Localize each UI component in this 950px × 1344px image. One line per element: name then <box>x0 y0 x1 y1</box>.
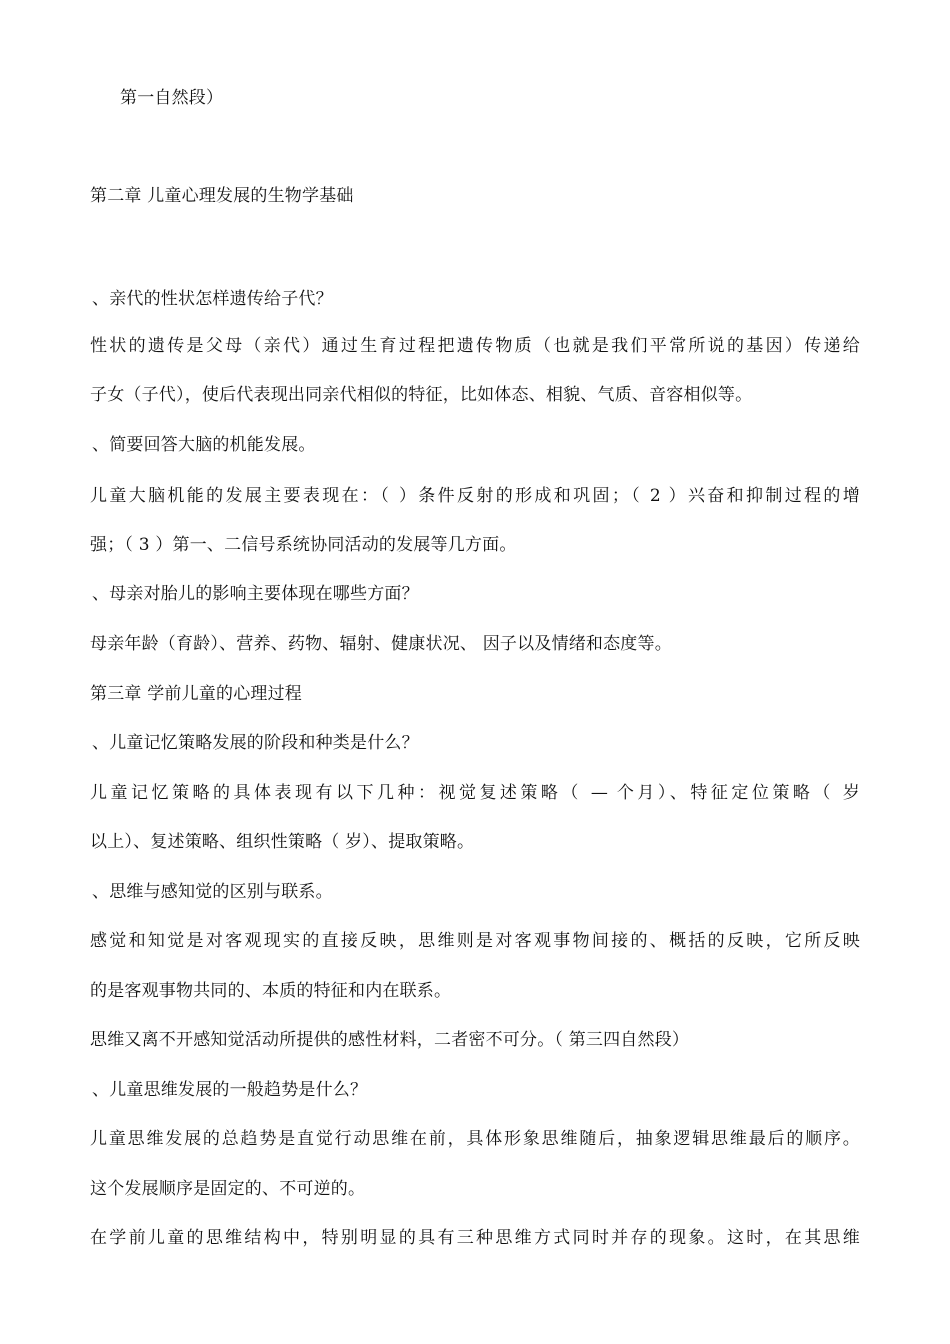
question-thinking-trend: 、儿童思维发展的一般趋势是什么？ <box>92 1080 368 1100</box>
answer-trend-line-2: 这个发展顺序是固定的、不可逆的。 <box>90 1179 366 1199</box>
chapter-3-heading: 第三章 学前儿童的心理过程 <box>90 684 303 704</box>
chapter-2-heading: 第二章 儿童心理发展的生物学基础 <box>90 186 354 206</box>
paragraph-ref-first: 第一自然段） <box>120 88 224 108</box>
answer-heredity-line-1: 性状的遗传是父母（亲代）通过生育过程把遗传物质（也就是我们平常所说的基因）传递给 <box>90 336 860 356</box>
question-brain-function: 、简要回答大脑的机能发展。 <box>92 435 316 455</box>
answer-trend-line-3: 在学前儿童的思维结构中，特别明显的具有三种思维方式同时并存的现象。这时，在其思维 <box>90 1228 860 1248</box>
answer-heredity-line-2: 子女（子代），使后代表现出同亲代相似的特征，比如体态、相貌、气质、音容相似等。 <box>90 385 753 405</box>
answer-memory-line-2: 以上）、复述策略、组织性策略（ 岁）、提取策略。 <box>90 832 475 852</box>
answer-mother-influence: 母亲年龄（育龄）、营养、药物、辐射、健康状况、 因子以及情绪和态度等。 <box>90 634 672 654</box>
question-mother-influence: 、母亲对胎儿的影响主要体现在哪些方面？ <box>92 584 419 604</box>
answer-brain-line-2: 强；（ 3 ）第一、二信号系统协同活动的发展等几方面。 <box>90 535 517 555</box>
question-heredity: 、亲代的性状怎样遗传给子代？ <box>92 289 333 309</box>
answer-thinking-line-2: 的是客观事物共同的、本质的特征和内在联系。 <box>90 981 452 1001</box>
answer-thinking-line-1: 感觉和知觉是对客观现实的直接反映，思维则是对客观事物间接的、概括的反映，它所反映 <box>90 931 860 951</box>
answer-trend-line-1: 儿童思维发展的总趋势是直觉行动思维在前，具体形象思维随后，抽象逻辑思维最后的顺序。 <box>90 1129 860 1149</box>
answer-memory-line-1: 儿童记忆策略的具体表现有以下几种：视觉复述策略（ — 个月）、特征定位策略（ 岁 <box>90 783 860 803</box>
question-memory-strategy: 、儿童记忆策略发展的阶段和种类是什么？ <box>92 733 419 753</box>
answer-thinking-line-3: 思维又离不开感知觉活动所提供的感性材料，二者密不可分。（ 第三四自然段） <box>90 1030 690 1050</box>
answer-brain-line-1: 儿童大脑机能的发展主要表现在：（ ）条件反射的形成和巩固；（ 2 ）兴奋和抑制过程的增 <box>90 486 860 506</box>
question-thinking-perception: 、思维与感知觉的区别与联系。 <box>92 882 333 902</box>
